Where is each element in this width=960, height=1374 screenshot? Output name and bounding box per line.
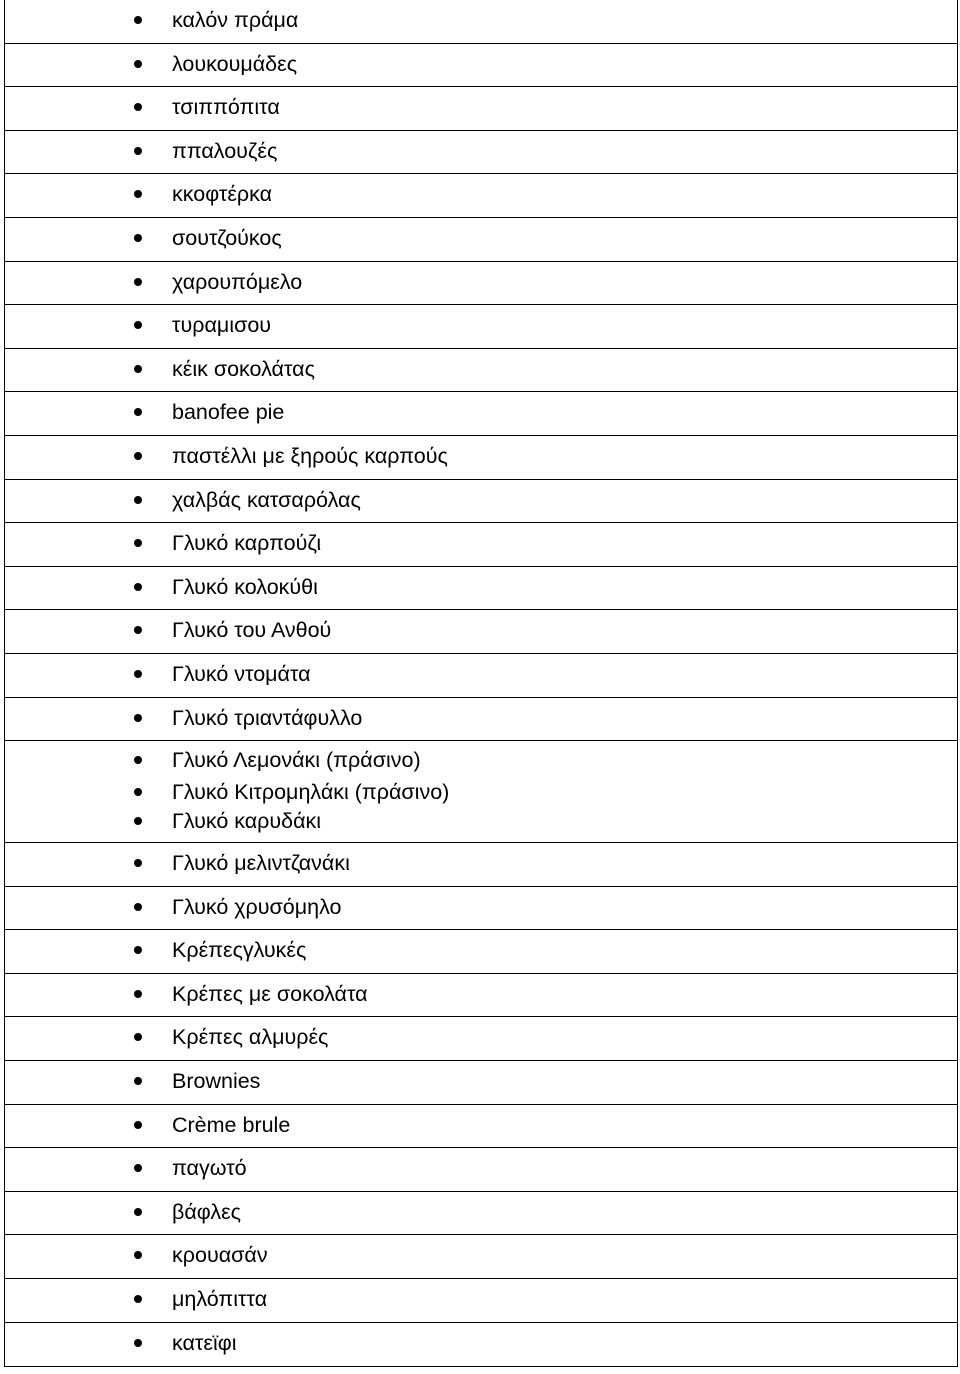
list-item-label: μηλόπιττα (172, 1287, 268, 1312)
list-item-label: Γλυκό μελιντζανάκι (172, 851, 350, 876)
list-item (5, 1240, 957, 1270)
bullet-icon (134, 321, 142, 329)
list-item (5, 1022, 957, 1052)
list-item (5, 310, 957, 340)
list-item (5, 979, 957, 1009)
list-item-label: παγωτό (172, 1156, 247, 1181)
bullet-icon (134, 583, 142, 591)
list-item (5, 848, 957, 878)
list-item-label: banofee pie (172, 400, 285, 425)
list-item (5, 49, 957, 79)
bullet-icon (134, 60, 142, 68)
bullet-icon (134, 1295, 142, 1303)
list-item-label: Γλυκό χρυσόμηλο (172, 894, 342, 919)
list-item-label: κρουασάν (172, 1243, 268, 1268)
list-item-label: Κρέπες με σοκολάτα (172, 981, 368, 1006)
list-item (5, 935, 957, 965)
list-item-label: Γλυκό καρπούζι (172, 531, 322, 556)
list-item (5, 223, 957, 253)
list-item (5, 806, 957, 836)
table-row (5, 930, 957, 974)
bullet-icon (134, 278, 142, 286)
bullet-icon (134, 1339, 142, 1347)
bullet-icon (134, 946, 142, 954)
list-item-label: παστέλλι με ξηρούς καρπούς (172, 443, 448, 468)
bullet-icon (134, 452, 142, 460)
bullet-icon (134, 190, 142, 198)
list-item (5, 1284, 957, 1314)
list-item (5, 136, 957, 166)
list-item (5, 1153, 957, 1183)
table-row (5, 218, 957, 262)
list-item-label: Γλυκό κολοκύθι (172, 574, 318, 599)
table-row (5, 567, 957, 611)
list-item-label: Γλυκό ντομάτα (172, 661, 311, 686)
list-item (5, 1066, 957, 1096)
dessert-list-table (4, 0, 958, 1367)
bullet-icon (134, 903, 142, 911)
table-row (5, 1323, 957, 1367)
bullet-icon (134, 1077, 142, 1085)
list-item (5, 1110, 957, 1140)
bullet-icon (134, 1033, 142, 1041)
table-row (5, 262, 957, 306)
bullet-icon (134, 234, 142, 242)
table-row (5, 392, 957, 436)
list-item-label: Κρέπες αλμυρές (172, 1025, 329, 1050)
bullet-icon (134, 670, 142, 678)
bullet-icon (134, 1164, 142, 1172)
bullet-icon (134, 365, 142, 373)
bullet-icon (134, 756, 142, 764)
table-row (5, 1192, 957, 1236)
table-row (5, 436, 957, 480)
list-item-label: ππαλουζές (172, 138, 278, 163)
table-row (5, 1279, 957, 1323)
bullet-icon (134, 103, 142, 111)
table-row (5, 131, 957, 175)
bullet-icon (134, 408, 142, 416)
bullet-icon (134, 539, 142, 547)
bullet-icon (134, 147, 142, 155)
table-row (5, 843, 957, 887)
table-row (5, 1235, 957, 1279)
list-item-label: χαρουπόμελο (172, 269, 303, 294)
list-item-label: κέικ σοκολάτας (172, 356, 315, 381)
list-item (5, 5, 957, 35)
table-row (5, 0, 957, 44)
list-item-label: Brownies (172, 1069, 261, 1094)
list-item-label: Crème brule (172, 1112, 291, 1137)
table-row (5, 887, 957, 931)
list-item-label: Γλυκό καρυδάκι (172, 809, 322, 834)
list-item-label: κκοφτέρκα (172, 182, 273, 207)
table-row (5, 349, 957, 393)
list-item (5, 397, 957, 427)
list-item-label: χαλβάς κατσαρόλας (172, 487, 361, 512)
list-item-label: Γλυκό Κιτρομηλάκι (πράσινο) (172, 780, 450, 805)
bullet-icon (134, 1121, 142, 1129)
list-item (5, 703, 957, 733)
list-item (5, 572, 957, 602)
list-item-label: τυραμισου (172, 313, 272, 338)
list-item-label: καλόν πράμα (172, 8, 299, 32)
bullet-icon (134, 626, 142, 634)
list-item-label: σουτζούκος (172, 225, 282, 250)
list-item (5, 179, 957, 209)
list-item-label: βάφλες (172, 1199, 242, 1224)
list-item (5, 528, 957, 558)
bullet-icon (134, 990, 142, 998)
table-row (5, 610, 957, 654)
table-row (5, 1105, 957, 1149)
list-item (5, 892, 957, 922)
table-row (5, 480, 957, 524)
table-row (5, 1061, 957, 1105)
bullet-icon (134, 817, 142, 825)
list-item (5, 92, 957, 122)
list-item (5, 267, 957, 297)
bullet-icon (134, 788, 142, 796)
list-item (5, 615, 957, 645)
bullet-icon (134, 714, 142, 722)
list-item-label: Γλυκό τριαντάφυλλο (172, 705, 363, 730)
list-item (5, 659, 957, 689)
table-row (5, 523, 957, 567)
table-row (5, 87, 957, 131)
list-item (5, 777, 957, 807)
list-item-label: Κρέπεςγλυκές (172, 938, 307, 963)
table-row (5, 1148, 957, 1192)
list-item-label: Γλυκό Λεμονάκι (πράσινο) (172, 748, 421, 773)
list-item-label: λουκουμάδες (172, 51, 298, 76)
bullet-icon (134, 1208, 142, 1216)
bullet-icon (134, 859, 142, 867)
bullet-icon (134, 496, 142, 504)
list-item (5, 441, 957, 471)
table-row (5, 698, 957, 742)
list-item-label: κατεϊφι (172, 1330, 237, 1355)
list-item (5, 354, 957, 384)
table-row (5, 741, 957, 843)
list-item (5, 1328, 957, 1358)
list-item-label: Γλυκό του Ανθού (172, 618, 332, 643)
list-item (5, 745, 957, 775)
list-item (5, 485, 957, 515)
table-row (5, 305, 957, 349)
list-item-label: τσιππόπιτα (172, 95, 280, 120)
table-row (5, 44, 957, 88)
table-row (5, 974, 957, 1018)
table-row (5, 654, 957, 698)
list-item (5, 1197, 957, 1227)
table-row (5, 174, 957, 218)
bullet-icon (134, 1251, 142, 1259)
table-row (5, 1017, 957, 1061)
bullet-icon (134, 16, 142, 24)
